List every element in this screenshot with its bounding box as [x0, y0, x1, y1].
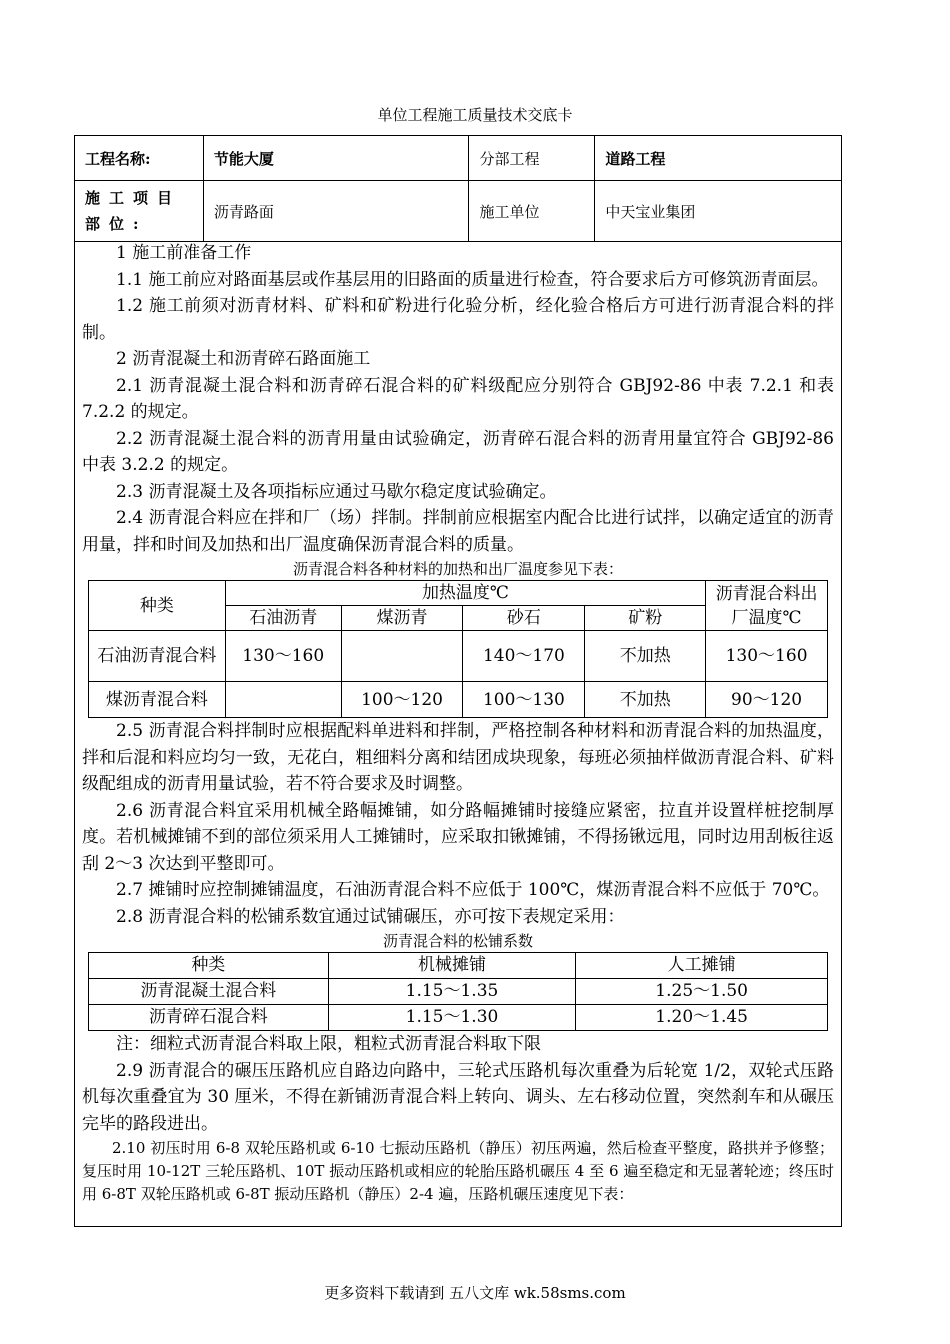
table-row — [89, 631, 828, 682]
project-name-label: 工程名称: — [75, 136, 204, 181]
paragraph: 2.7 摊铺时应控制摊铺温度，石油沥青混合料不应低于 100℃，煤沥青混合料不应低于 70℃。 — [116, 880, 830, 900]
table-cell: 130～160 — [706, 631, 828, 682]
table-cell: 100～130 — [463, 682, 585, 718]
project-part-value: 沥青路面 — [203, 181, 469, 242]
table-cell: 1.20～1.45 — [576, 1005, 828, 1031]
sub-header: 砂石 — [463, 606, 585, 631]
column-header: 机械摊铺 — [328, 953, 576, 979]
paragraph: 1 施工前准备工作 — [116, 243, 252, 263]
footer-text: 更多资料下载请到 五八文库 wk.58sms.com — [324, 1284, 626, 1302]
table-cell: 100～120 — [341, 682, 463, 718]
table1-caption: 沥青混合料各种材料的加热和出厂温度参见下表： — [292, 560, 623, 578]
paragraph: 1.2 施工前须对沥青材料、矿料和矿粉进行化验分析，经化验合格后方可进行沥青混合料的拌制。 — [82, 296, 834, 343]
table-cell — [341, 631, 463, 682]
table-cell: 石油沥青混合料 — [89, 631, 226, 682]
paragraph: 1.1 施工前应对路面基层或作基层用的旧路面的质量进行检查，符合要求后方可修筑沥青面层。 — [116, 269, 829, 290]
col-kind-header: 种类 — [89, 581, 226, 631]
document-title: 单位工程施工质量技术交底卡 — [377, 106, 573, 124]
table-cell: 130～160 — [225, 631, 341, 682]
table-cell: 90～120 — [706, 682, 828, 718]
paragraph: 2.5 沥青混合料拌制时应根据配料单进料和拌制，严格控制各种材料和沥青混合料的加热温度，拌和后混和料应均匀一致，无花白，粗细料分离和结团成块现象，每班必须抽样做沥青混合料、矿料级配组成的沥青用量试验，若不符合要求及时调整。 — [82, 721, 834, 794]
table-cell: 煤沥青混合料 — [89, 682, 226, 718]
table-cell: 1.25～1.50 — [576, 979, 828, 1005]
paragraph: 2.8 沥青混合料的松铺系数宜通过试铺碾压，亦可按下表规定采用： — [116, 906, 625, 927]
table-cell — [225, 682, 341, 718]
heating-temperature-table — [88, 580, 828, 718]
paragraph: 2.2 沥青混凝土混合料的沥青用量由试验确定，沥青碎石混合料的沥青用量宜符合 GBJ92-86 中表 3.2.2 的规定。 — [82, 428, 834, 475]
content-body — [82, 240, 834, 1206]
column-header: 人工摊铺 — [576, 953, 828, 979]
sub-header: 煤沥青 — [341, 606, 463, 631]
table-cell: 不加热 — [585, 631, 706, 682]
table-cell: 140～170 — [463, 631, 585, 682]
sub-header: 矿粉 — [585, 606, 706, 631]
sub-header: 石油沥青 — [225, 606, 341, 631]
subdivision-value: 道路工程 — [595, 136, 842, 181]
project-part-label: 施工项目部位: — [75, 181, 204, 242]
project-name-value: 节能大厦 — [203, 136, 469, 181]
paragraph: 注：细粒式沥青混合料取上限，粗粒式沥青混合料取下限 — [116, 1034, 541, 1054]
paragraph: 2 沥青混凝土和沥青碎石路面施工 — [116, 349, 371, 369]
construction-unit-value: 中天宝业集团 — [595, 181, 842, 242]
table-cell: 沥青混凝土混合料 — [89, 979, 329, 1005]
paragraph: 2.6 沥青混合料宜采用机械全路幅摊铺，如分路幅摊铺时接缝应紧密，拉直并设置样桩挖制厚度。若机械摊铺不到的部位须采用人工摊铺时，应采取扣锹摊铺，不得扬锹远甩，同时边用刮板往返刮 2～3 次达到平整即可。 — [82, 800, 834, 874]
paragraph: 2.4 沥青混合料应在拌和厂（场）拌制。拌制前应根据室内配合比进行试拌，以确定适宜的沥青用量，拌和时间及加热和出厂温度确保沥青混合料的质量。 — [82, 508, 834, 555]
table-row — [89, 979, 828, 1005]
column-header: 种类 — [89, 953, 329, 979]
subdivision-label: 分部工程 — [469, 136, 595, 181]
table-header-row — [89, 953, 828, 979]
paragraph: 2.9 沥青混合的碾压压路机应自路边向路中，三轮式压路机每次重叠为后轮宽 1/2，双轮式压路机每次重叠宜为 30 厘米，不得在新铺沥青混合料上转向、调头、左右移动位置，突然刹车和从碾压完毕的路段进出。 — [82, 1060, 834, 1134]
col-out-header: 沥青混合料出厂温度℃ — [706, 581, 828, 631]
table-cell: 沥青碎石混合料 — [89, 1005, 329, 1031]
loose-coefficient-table — [88, 952, 828, 1031]
paragraph: 2.10 初压时用 6-8 双轮压路机或 6-10 七振动压路机（静压）初压两遍，然后检查平整度，路拱并予修整；复压时用 10-12T 三轮压路机、10T 振动压路机或相应的轮胎压路机碾压 4 至 6 遍至稳定和无显著轮迹；终压时用 6-8T 双轮压路机或 6-8T 振动压路机（静压）2-4 遍，压路机碾压速度见下表： — [82, 1139, 834, 1203]
table-row — [89, 682, 828, 718]
table-row — [89, 1005, 828, 1031]
table-cell: 不加热 — [585, 682, 706, 718]
col-heat-header: 加热温度℃ — [225, 581, 705, 606]
construction-unit-label: 施工单位 — [469, 181, 595, 242]
paragraph: 2.1 沥青混凝土混合料和沥青碎石混合料的矿料级配应分别符合 GBJ92-86 中表 7.2.1 和表 7.2.2 的规定。 — [82, 375, 834, 422]
table-cell: 1.15～1.30 — [328, 1005, 576, 1031]
header-table — [74, 135, 842, 242]
paragraph: 2.3 沥青混凝土及各项指标应通过马歇尔稳定度试验确定。 — [116, 481, 557, 502]
table2-caption: 沥青混合料的松铺系数 — [382, 932, 533, 950]
table-cell: 1.15～1.35 — [328, 979, 576, 1005]
